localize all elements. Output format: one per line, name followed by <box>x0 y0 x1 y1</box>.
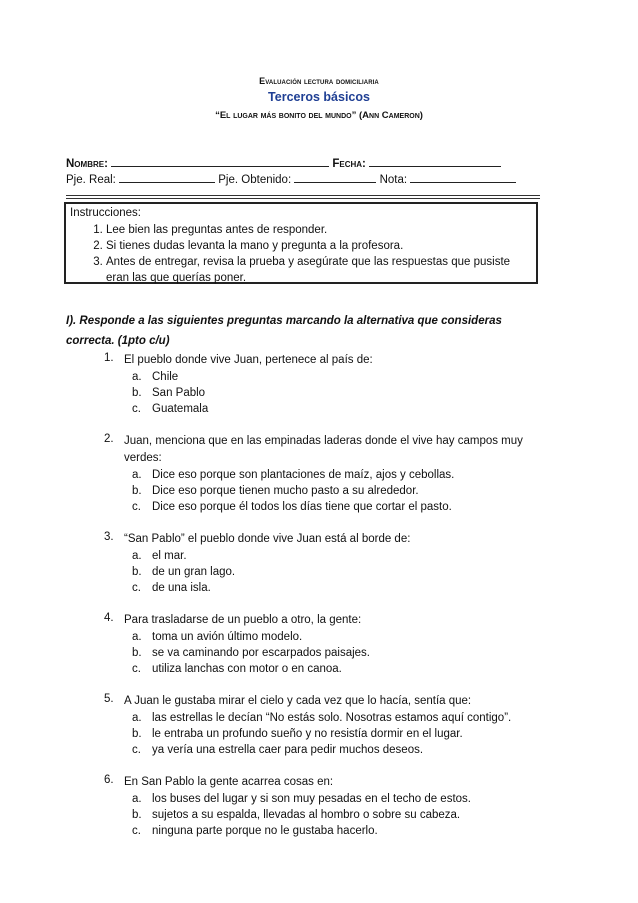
option-text: Guatemala <box>152 403 209 415</box>
pje-obtenido-blank <box>294 172 376 183</box>
question-5 <box>104 693 564 758</box>
option-text: ninguna parte porque no le gustaba hacerlo. <box>152 825 378 837</box>
option-text: utiliza lanchas con motor o en canoa. <box>152 663 342 675</box>
option-letter: a. <box>132 712 142 724</box>
question-text: En San Pablo la gente acarrea cosas en: <box>124 776 334 788</box>
option-letter: b. <box>132 809 142 821</box>
option-text: le entraba un profundo sueño y no resistía dormir en el lugar. <box>152 728 463 740</box>
pje-obtenido-label: Pje. Obtenido: <box>218 174 292 186</box>
section-title: I). Responde a las siguientes preguntas marcando la alternativa que consideras correcta. (1pto c/u) <box>66 315 502 347</box>
instructions-title: Instrucciones: <box>70 207 141 219</box>
option-letter: a. <box>132 631 142 643</box>
question-text: A Juan le gustaba mirar el cielo y cada vez que lo hacía, sentía que: <box>124 695 472 707</box>
option-text: Dice eso porque tienen mucho pasto a su alrededor. <box>152 485 419 497</box>
option-text: Dice eso porque él todos los días tiene que cortar el pasto. <box>152 501 452 513</box>
question-number: 3. <box>104 531 114 543</box>
option-text: las estrellas le decían “No estás solo. Nosotras estamos aquí contigo”. <box>152 712 512 724</box>
option-letter: b. <box>132 485 142 497</box>
date-label: Fecha: <box>332 158 366 170</box>
question-number: 2. <box>104 433 114 445</box>
date-blank <box>369 156 501 167</box>
option-b[interactable] <box>132 726 564 742</box>
option-letter: c. <box>132 744 141 756</box>
option-letter: a. <box>132 469 142 481</box>
option-text: Dice eso porque son plantaciones de maíz, ajos y cebollas. <box>152 469 455 481</box>
divider-bottom <box>66 198 540 199</box>
instruction-item: 1. Lee bien las preguntas antes de responder. <box>106 222 526 238</box>
option-b[interactable] <box>132 385 564 401</box>
option-a[interactable] <box>132 791 564 807</box>
doc-book-title: “El lugar más bonito del mundo” (Ann Cameron) <box>215 110 423 121</box>
question-text: Juan, menciona que en las empinadas laderas donde el vive hay campos muy verdes: <box>124 435 523 464</box>
option-c[interactable] <box>132 823 564 839</box>
doc-subheading: Terceros básicos <box>268 90 370 104</box>
question-text: Para trasladarse de un pueblo a otro, la gente: <box>124 614 362 626</box>
question-2 <box>104 433 564 515</box>
question-1 <box>104 352 564 417</box>
option-a[interactable] <box>132 467 564 483</box>
option-c[interactable] <box>132 661 564 677</box>
question-text: “San Pablo” el pueblo donde vive Juan está al borde de: <box>124 533 411 545</box>
question-number: 4. <box>104 612 114 624</box>
option-text: sujetos a su espalda, llevadas al hombro o sobre su cabeza. <box>152 809 461 821</box>
option-letter: b. <box>132 566 142 578</box>
option-letter: c. <box>132 663 141 675</box>
option-letter: a. <box>132 550 142 562</box>
divider-top <box>66 195 540 196</box>
option-c[interactable] <box>132 742 564 758</box>
doc-heading: Evaluación lectura domiciliaria <box>259 76 379 86</box>
question-3 <box>104 531 564 596</box>
question-number: 5. <box>104 693 114 705</box>
instruction-item: 2. Si tienes dudas levanta la mano y pregunta a la profesora. <box>106 238 526 254</box>
question-6 <box>104 774 564 839</box>
name-blank <box>111 156 329 167</box>
option-letter: a. <box>132 371 142 383</box>
question-number: 1. <box>104 352 114 364</box>
nota-label: Nota: <box>379 174 408 186</box>
instructions-box <box>64 202 538 284</box>
option-b[interactable] <box>132 645 564 661</box>
option-text: Chile <box>152 371 179 383</box>
option-b[interactable] <box>132 564 564 580</box>
option-a[interactable] <box>132 548 564 564</box>
option-text: de una isla. <box>152 582 211 594</box>
option-b[interactable] <box>132 483 564 499</box>
instruction-item: 3. Antes de entregar, revisa la prueba y asegúrate que las respuestas que pusiste eran las que querías poner. <box>106 254 526 286</box>
option-text: ya vería una estrella caer para pedir muchos deseos. <box>152 744 424 756</box>
option-letter: a. <box>132 793 142 805</box>
option-letter: c. <box>132 825 141 837</box>
nota-blank <box>410 172 516 183</box>
question-list <box>104 352 564 855</box>
option-text: toma un avión último modelo. <box>152 631 303 643</box>
option-a[interactable] <box>132 369 564 385</box>
option-letter: c. <box>132 582 141 594</box>
pje-real-blank <box>119 172 215 183</box>
pje-real-label: Pje. Real: <box>66 174 116 186</box>
option-b[interactable] <box>132 807 564 823</box>
option-a[interactable] <box>132 710 564 726</box>
option-letter: b. <box>132 387 142 399</box>
option-text: se va caminando por escarpados paisajes. <box>152 647 370 659</box>
option-text: de un gran lago. <box>152 566 236 578</box>
question-number: 6. <box>104 774 114 786</box>
question-4 <box>104 612 564 677</box>
option-c[interactable] <box>132 401 564 417</box>
option-text: el mar. <box>152 550 187 562</box>
option-c[interactable] <box>132 499 564 515</box>
option-letter: b. <box>132 647 142 659</box>
name-label: Nombre: <box>66 158 108 170</box>
option-c[interactable] <box>132 580 564 596</box>
option-letter: b. <box>132 728 142 740</box>
instructions-list <box>88 222 526 286</box>
option-letter: c. <box>132 501 141 513</box>
name-date-line <box>66 156 501 170</box>
question-text: El pueblo donde vive Juan, pertenece al país de: <box>124 354 373 366</box>
option-a[interactable] <box>132 629 564 645</box>
option-text: San Pablo <box>152 387 206 399</box>
option-letter: c. <box>132 403 141 415</box>
score-line <box>66 172 516 186</box>
option-text: los buses del lugar y si son muy pesadas en el techo de estos. <box>152 793 471 805</box>
